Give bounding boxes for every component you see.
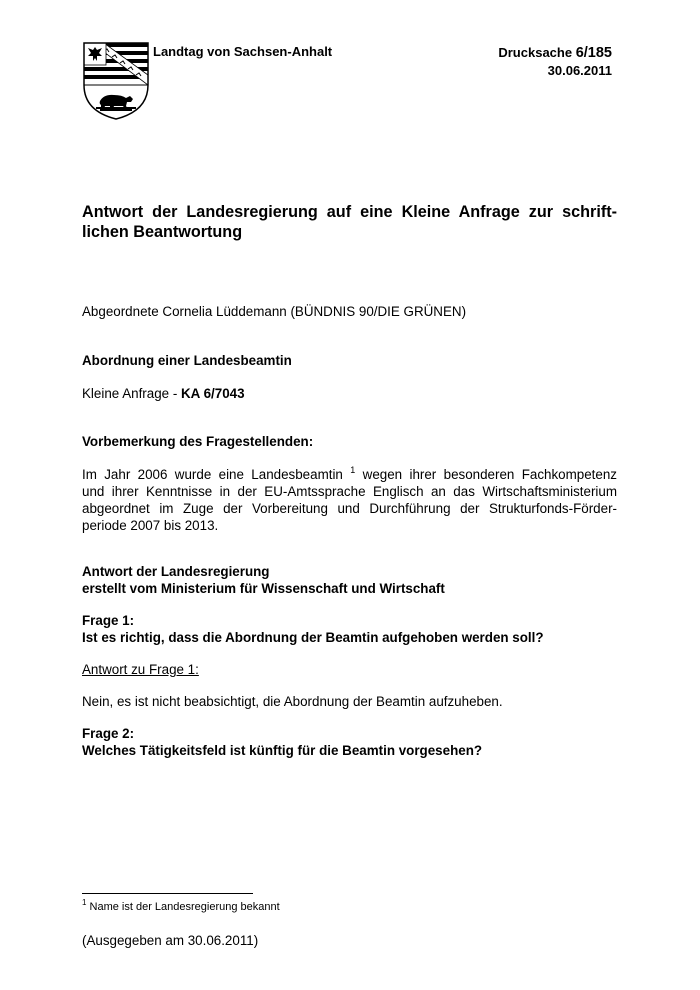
document-number-block [440,44,612,79]
issued-date: (Ausgegeben am 30.06.2011) [82,933,259,948]
question-2-text: Welches Tätigkeitsfeld ist künftig für die Beamtin vorgesehen? [82,743,483,758]
footnote [82,900,280,914]
subject-heading: Abordnung einer Landesbeamtin [82,353,292,368]
preliminary-paragraph [82,466,617,534]
question-1-text: Ist es richtig, dass die Abordnung der Beamtin aufgehoben werden soll? [82,630,544,645]
title-line-1: Antwort der Landesregierung auf eine Kleine Anfrage zur schrift- [82,203,617,221]
organization-name: Landtag von Sachsen-Anhalt [153,44,333,59]
document-label: Drucksache [498,45,573,60]
footnote-text: Name ist der Landesregierung bekannt [89,901,280,913]
preliminary-heading: Vorbemerkung des Fragestellenden: [82,434,314,449]
question-2 [82,725,617,759]
answer-heading-line-2: erstellt vom Ministerium für Wissenschaft und Wirtschaft [82,581,445,596]
question-1-label: Frage 1: [82,613,135,628]
footnote-number: 1 [82,898,87,907]
answer-heading [82,563,617,597]
inquiry-number: KA 6/7043 [181,386,245,401]
preliminary-line-3: abgeordnet im Zuge der Vorbereitung und Durchführung der Strukturfonds-Förder- [82,501,617,516]
answer-1-label: Antwort zu Frage 1: [82,662,199,677]
footnote-marker: 1 [350,465,356,475]
preliminary-line-1: Im Jahr 2006 wurde eine Landesbeamtin $^1$ wegen ihrer besonderen Fachkompetenz [82,465,617,482]
document-date: 30.06.2011 [547,63,612,78]
question-1 [82,612,617,646]
coat-of-arms-emblem [82,41,150,121]
inquiry-reference [82,385,617,402]
answer-heading-line-1: Antwort der Landesregierung [82,564,270,579]
preliminary-line-4: periode 2007 bis 2013. [82,518,219,533]
preliminary-line-2: und ihrer Kenntnisse in der EU-Amtssprache Englisch an das Wirtschaftsministerium [82,484,617,499]
title-line-2: lichen Beantwortung [82,223,243,241]
question-2-label: Frage 2: [82,726,135,741]
inquiry-prefix: Kleine Anfrage - [82,386,182,401]
answer-1-text: Nein, es ist nicht beabsichtigt, die Abordnung der Beamtin aufzuheben. [82,694,503,709]
footnote-divider [82,893,253,894]
author-line: Abgeordnete Cornelia Lüddemann (BÜNDNIS 90/DIE GRÜNEN) [82,304,467,319]
document-title [82,202,617,242]
document-number: 6/185 [575,45,612,61]
